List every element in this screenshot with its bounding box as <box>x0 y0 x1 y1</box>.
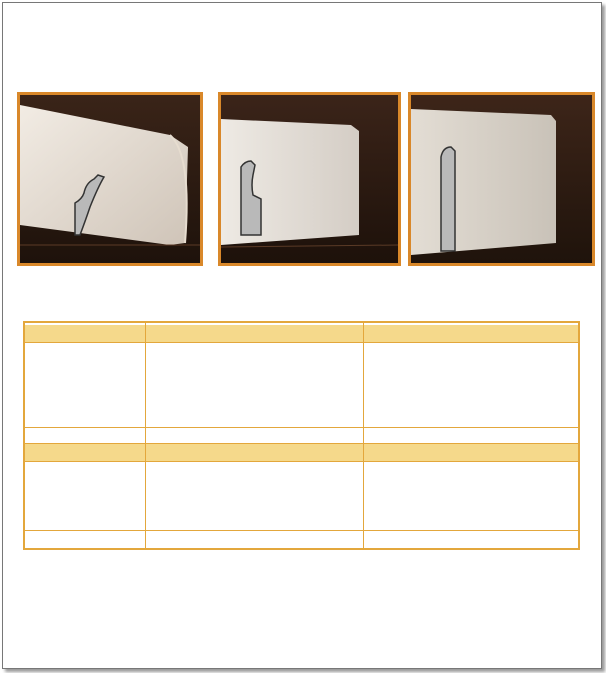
divider <box>363 323 364 548</box>
photo-lodochka <box>17 92 203 266</box>
photo-stoika <box>408 92 595 266</box>
profiles-table <box>23 321 580 550</box>
group-header-evro <box>363 325 578 342</box>
group-header-gladkiy <box>145 325 363 342</box>
group-header-klassicheskiy <box>145 444 363 461</box>
photo-sapozhok <box>218 92 401 266</box>
divider <box>25 461 578 462</box>
group-header-raznobokiy <box>363 444 578 461</box>
divider <box>145 323 146 548</box>
divider <box>25 443 578 444</box>
divider <box>25 427 578 428</box>
divider <box>25 342 578 343</box>
divider <box>25 530 578 531</box>
